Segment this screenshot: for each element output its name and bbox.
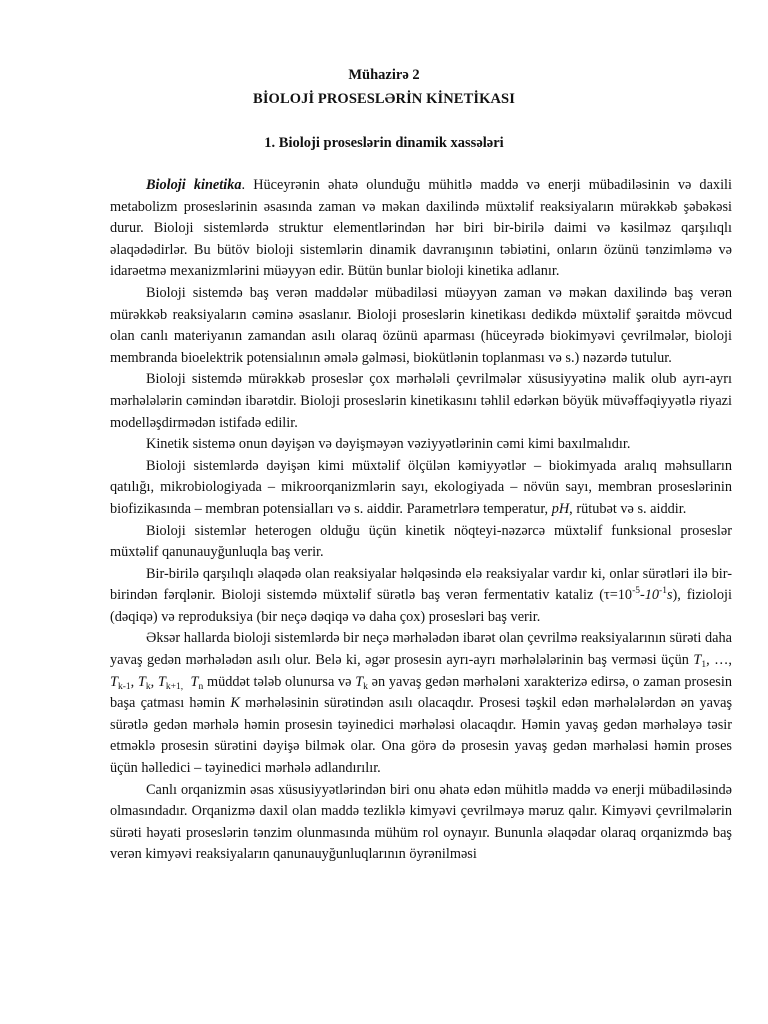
term-bioloji-kinetika: Bioloji kinetika bbox=[146, 177, 242, 193]
paragraph-1 bbox=[110, 175, 732, 283]
paragraph-1-text: . Hüceyrənin əhatə olunduğu mühitlə maddə və enerji mübadiləsinin və daxili metabolizm proseslərinin əsasında zaman və məkan daxilində müxtəlif reaksiyaların mürəkkəb şəbəkəsi durur. Bioloji sistemlərdə struktur elementlərindən hər biri bir-birilə daimi və kəsilməz qarşılıqlı əlaqədədirlər. Bu bütöv bioloji sistemlərin dinamik davranışının təbiətini, onların özünü tənzimləmə və idarəetmə mexanizmlərini müəyyən edir. Bütün bunlar bioloji kinetika adlanır. bbox=[110, 177, 732, 280]
t-subscript-k: k bbox=[145, 681, 151, 692]
lecture-label: Mühazirə 2 bbox=[348, 67, 420, 83]
t-symbol: T bbox=[137, 673, 146, 690]
paragraph-8-text-d: mərhələsinin sürətindən asılı olacaqdır. Prosesi təşkil edən mərhələlərdən ən yavaş sürətlə gedən mərhələ həmin prosesin təyinedici mərhələsi olacaqdır. Həmin yavaş gedən mərhələyə təsir etməklə prosesin sürətini dəyişə bilmək olar. Ona görə də prosesin yavaş gedən mərhələsi həmin proses üçün həlledici – təyinedici mərhələ adlandırılır. bbox=[110, 695, 733, 777]
k-symbol: K bbox=[230, 695, 240, 712]
t-symbol: T bbox=[693, 652, 702, 669]
paragraph-8-text-a: Əksər hallarda bioloji sistemlərdə bir neçə mərhələdən ibarət olan çevrilmə reaksiyalarının sürəti daha yavaş gedən mərhələdən asılı olur. Belə ki, əgər prosesin ayrı-ayrı mərhələlərinin baş verməsi üçün bbox=[110, 630, 732, 669]
paragraph-7 bbox=[110, 564, 732, 629]
paragraph-3: Bioloji sistemdə mürəkkəb proseslər çox mərhələli çevrilmələr xüsusiyyətinə malik olub ayrı-ayrı mərhələlərin cəmindən ibarətdir. Bioloji proseslərin kinetikasını təhlil edərkən böyük müvəffəqiyyətlə riyazi modelləşdirmədən istifadə edilir. bbox=[110, 371, 732, 431]
paragraph-7-text-a: Bir-birilə qarşılıqlı əlaqədə olan reaksiyalar həlqəsində elə reaksiyalar vardır ki, onlar sürətləri ilə bir-birindən fərqlənir. Bioloji sistemdə müxtəlif sürətlə baş verən fermentativ kataliz (τ=10 bbox=[110, 565, 732, 604]
page-title: BİOLOJİ PROSESLƏRİN KİNETİKASI bbox=[253, 91, 515, 107]
separator: , …, bbox=[706, 652, 732, 669]
paragraph-7-text-b: ), fizioloji (dəqiqə) və reproduksiya (bir neçə dəqiqə və daha çox) prosesləri baş verir. bbox=[110, 587, 732, 625]
separator: , bbox=[130, 673, 138, 690]
t-symbol: T bbox=[157, 673, 166, 690]
paragraph-6: Bioloji sistemlər heterogen olduğu üçün kinetik nöqteyi-nəzərcə müxtəlif funksional proseslər müxtəlif qanunauyğunluqla baş verir. bbox=[110, 522, 732, 561]
document-body bbox=[110, 175, 732, 866]
paragraph-2: Bioloji sistemdə baş verən maddələr mübadiləsi müəyyən zaman və məkan daxilində baş verən mürəkkəb reaksiyaların cəminə əsaslanır. Bioloji proseslərin kinetikası dedikdə müxtəlif şəraitdə mövcud olan canlı materiyanın zamandan asılı olaraq özünü aparması (hüceyrədə biokimyəvi çevrilmələr, bioloji membranda bioelektrik potensialının əmələ gəlməsi, biokütlənin toplanması və s.) nəzərdə tutulur. bbox=[110, 284, 732, 366]
paragraph-8-text-b: müddət tələb olunursa və bbox=[203, 673, 356, 690]
paragraph-8 bbox=[110, 628, 732, 779]
paragraph-5 bbox=[110, 456, 732, 521]
exponent-2: -1 bbox=[659, 586, 667, 597]
t-symbol: T bbox=[190, 673, 199, 690]
paragraph-4: Kinetik sistemə onun dəyişən və dəyişməyən vəziyyətlərinin cəmi kimi baxılmalıdır. bbox=[146, 436, 631, 453]
ph-symbol: pH bbox=[551, 500, 570, 517]
t-subscript-n: n bbox=[198, 681, 204, 692]
separator bbox=[183, 674, 190, 690]
section-heading: 1. Bioloji proseslərin dinamik xassələri bbox=[264, 135, 504, 151]
time-unit: s bbox=[666, 587, 673, 604]
t-symbol: T bbox=[110, 673, 118, 690]
paragraph-5-text-b: , rütubət və s. aiddir. bbox=[569, 500, 687, 517]
paragraph-9: Canlı orqanizmin əsas xüsusiyyətlərindən biri onu əhatə edən mühitlə maddə və enerji mübadiləsində olmasındadır. Orqanizmə daxil olan maddə tezliklə kimyəvi çevrilməyə məruz qalır. Kimyəvi çevrilmələrin sürəti həyati proseslərin tənzim olunmasında mühüm rol oynayır. Bununla əlaqədar olaraq orqanizmdə baş verən kimyəvi reaksiyaların qanunauyğunluqlarının öyrənilməsi bbox=[110, 781, 732, 863]
t-subscript-1: 1 bbox=[701, 660, 707, 671]
t-symbol: T bbox=[355, 673, 364, 690]
t-subscript-k-plus-1: k+1, bbox=[165, 681, 184, 692]
exponent-1: -5 bbox=[632, 586, 640, 597]
paragraph-8-text-c: ən yavaş gedən mərhələni xarakterizə edirsə, o zaman prosesin başa çatması həmin bbox=[110, 673, 732, 712]
separator: , bbox=[150, 673, 158, 690]
t-subscript-k: k bbox=[363, 681, 368, 692]
t-subscript-k-1: k-1 bbox=[117, 681, 131, 692]
paragraph-5-text-a: Bioloji sistemlərdə dəyişən kimi müxtəlif ölçülən kəmiyyətlər – biokimyada aralıq məhsulların qatılığı, mikrobiologiyada – mikroorqanizmlərin sayı, ekologiyada – növün sayı, membran proseslərinin biofizikasında – membran potensialları və s. aiddir. Parametrlərə temperatur, bbox=[110, 457, 732, 517]
paragraph-7-range: -10 bbox=[639, 587, 660, 604]
